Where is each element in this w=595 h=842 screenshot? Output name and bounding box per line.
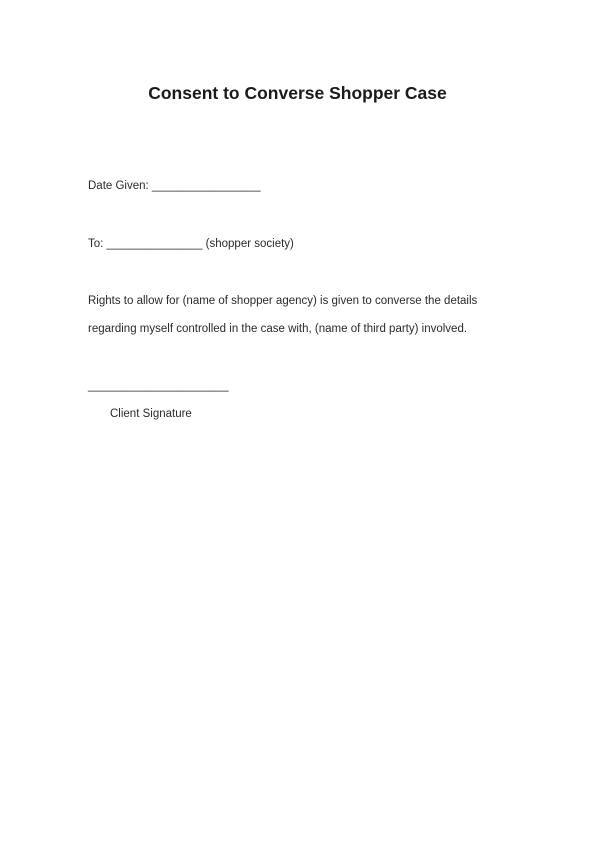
signature-label: Client Signature — [110, 408, 192, 420]
recipient-field: To: _______________ (shopper society) — [88, 238, 294, 250]
signature-line: ______________________ — [88, 380, 229, 392]
date-given-field: Date Given: _________________ — [88, 180, 261, 192]
consent-paragraph-line-2: regarding myself controlled in the case with, (name of third party) involved. — [88, 323, 468, 335]
consent-paragraph-line-1: Rights to allow for (name of shopper agency) is given to converse the details — [88, 295, 478, 307]
document-title: Consent to Converse Shopper Case — [148, 83, 447, 103]
